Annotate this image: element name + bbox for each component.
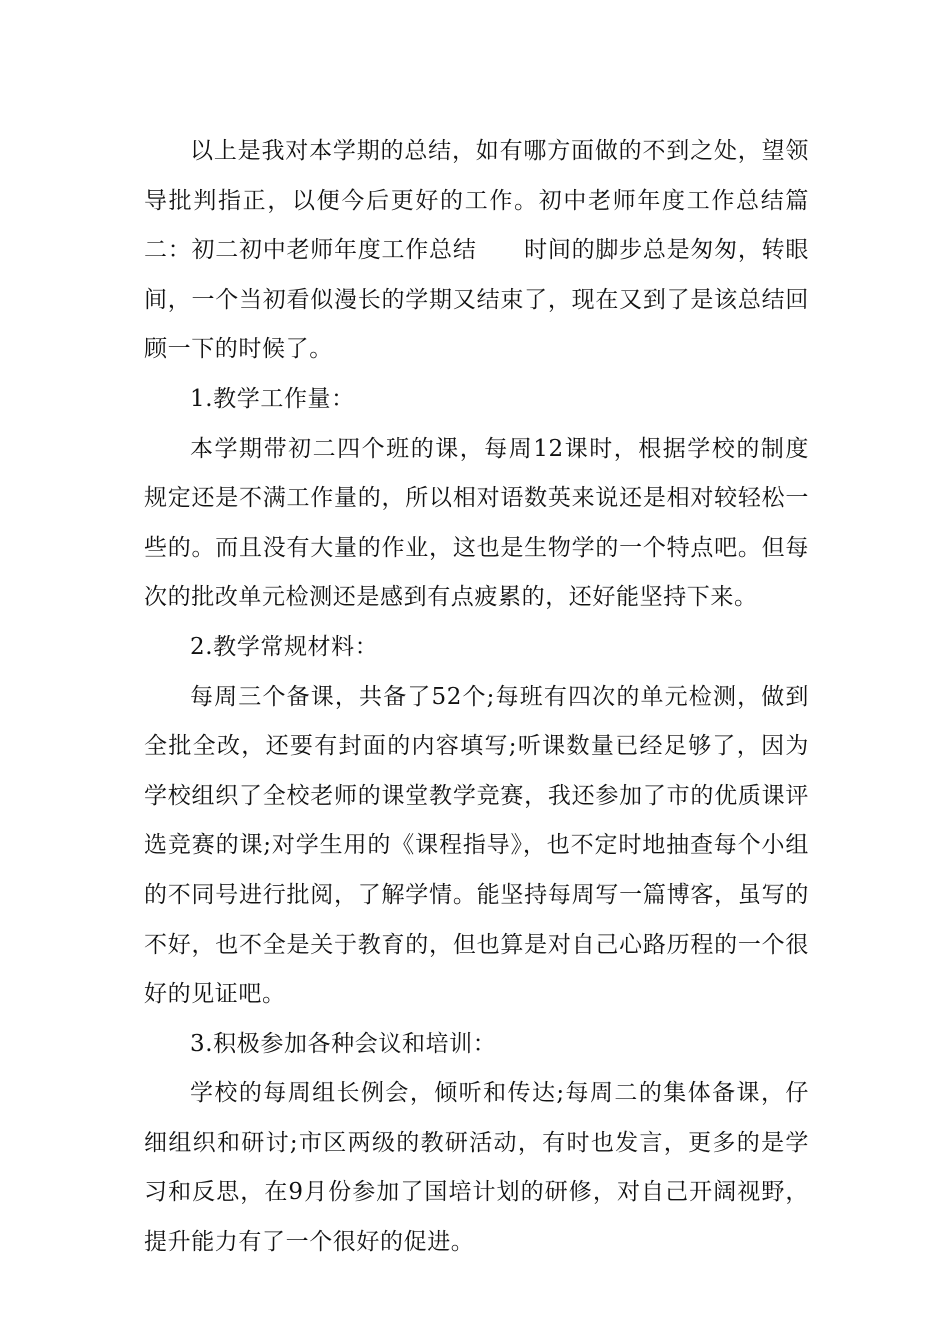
document-body xyxy=(144,127,809,1268)
paragraph-summary-intro: 以上是我对本学期的总结，如有哪方面做的不到之处，望领导批判指正，以便今后更好的工作。初中老师年度工作总结篇二：初二初中老师年度工作总结 时间的脚步总是匆匆，转眼间，一个当初看似漫长的学期又结束了，现在又到了是该总结回顾一下的时候了。 xyxy=(144,138,809,363)
heading-meetings-and-training: 3.积极参加各种会议和培训： xyxy=(190,1030,497,1057)
paragraph-meetings-and-training: 学校的每周组长例会，倾听和传达;每周二的集体备课，仔细组织和研讨;市区两级的教研活动，有时也发言，更多的是学习和反思，在9月份参加了国培计划的研修，对自己开阔视野，提升能力有了一个很好的促进。 xyxy=(144,1080,809,1256)
heading-teaching-workload: 1.教学工作量： xyxy=(190,385,355,412)
paragraph-teaching-routine-materials: 每周三个备课，共备了52个;每班有四次的单元检测，做到全批全改，还要有封面的内容填写;听课数量已经足够了，因为学校组织了全校老师的课堂教学竞赛，我还参加了市的优质课评选竞赛的课;对学生用的《课程指导》，也不定时地抽查每个小组的不同号进行批阅，了解学情。能坚持每周写一篇博客，虽写的不好，也不全是关于教育的，但也算是对自己心路历程的一个很好的见证吧。 xyxy=(144,683,809,1008)
heading-teaching-routine-materials: 2.教学常规材料： xyxy=(190,633,379,660)
paragraph-teaching-workload: 本学期带初二四个班的课，每周12课时，根据学校的制度规定还是不满工作量的，所以相对语数英来说还是相对较轻松一些的。而且没有大量的作业，这也是生物学的一个特点吧。但每次的批改单元检测还是感到有点疲累的，还好能坚持下来。 xyxy=(144,435,809,611)
